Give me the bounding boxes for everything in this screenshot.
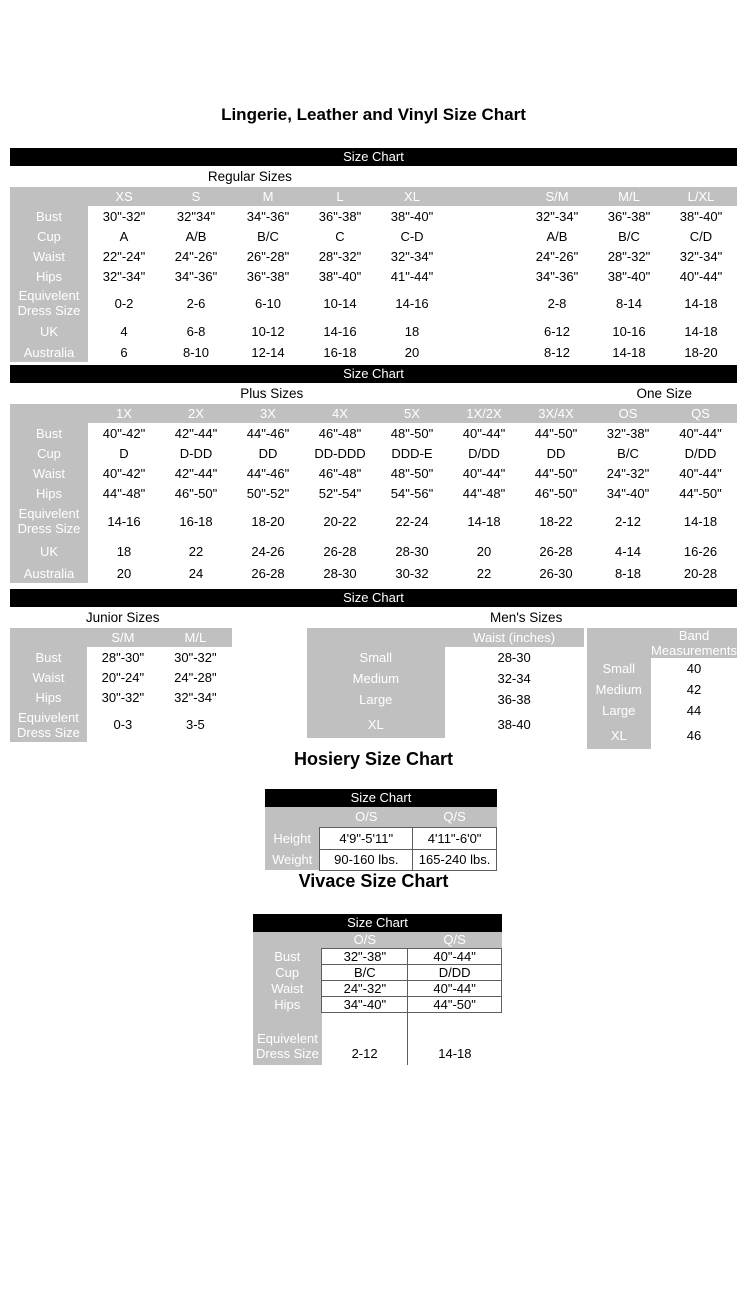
table-cell: A/B — [160, 226, 232, 246]
corner-cell — [10, 187, 88, 206]
junior-mens-section — [10, 589, 737, 749]
table-cell: 34"-36" — [160, 266, 232, 286]
table-cell: 2-12 — [322, 1013, 408, 1065]
corner-cell — [10, 404, 88, 423]
table-cell: B/C — [593, 226, 665, 246]
table-cell: 30"-32" — [87, 687, 159, 707]
table-row — [253, 981, 502, 997]
table-cell: 4'11"-6'0" — [413, 827, 497, 849]
table-row — [265, 827, 497, 849]
corner-cell — [265, 807, 320, 827]
table-cell: 20"-24" — [87, 667, 159, 687]
table-cell: D/DD — [408, 965, 502, 981]
column-header: 4X — [304, 404, 376, 423]
table-row — [587, 721, 738, 749]
size-chart-bar-label: Size Chart — [343, 590, 404, 605]
table-cell: 6-12 — [521, 320, 593, 342]
row-label: XL — [587, 721, 652, 749]
plus-sizes-table — [10, 404, 737, 583]
table-cell: 14-18 — [593, 342, 665, 362]
column-header: S — [160, 187, 232, 206]
table-cell: 4 — [88, 320, 160, 342]
table-cell: 26-28 — [304, 539, 376, 563]
table-cell: 44"-50" — [408, 997, 502, 1013]
table-row — [10, 539, 737, 563]
table-cell: 8-10 — [160, 342, 232, 362]
table-cell: 14-16 — [304, 320, 376, 342]
table-cell: 38-40 — [445, 710, 584, 738]
size-chart-bar-label: Size Chart — [350, 790, 412, 805]
table-cell: 14-16 — [376, 286, 448, 320]
column-header — [448, 187, 521, 206]
vivace-size-table — [253, 932, 502, 1065]
row-label: Equivelent Dress Size — [10, 286, 88, 320]
table-cell: B/C — [592, 443, 664, 463]
row-label: Cup — [10, 226, 88, 246]
table-cell: 40"-42" — [88, 463, 160, 483]
size-chart-bar-label: Size Chart — [343, 149, 404, 164]
table-cell: 44 — [651, 700, 737, 721]
table-cell: 38"-40" — [304, 266, 376, 286]
row-label: Cup — [10, 443, 88, 463]
table-row — [265, 849, 497, 870]
regular-sizes-table — [10, 187, 737, 362]
column-header: S/M — [87, 628, 159, 647]
row-label: Waist — [10, 667, 87, 687]
table-cell: 24"-28" — [159, 667, 232, 687]
junior-sizes-table — [10, 628, 232, 742]
table-cell: 2-8 — [521, 286, 593, 320]
vivace-title: Vivace Size Chart — [298, 870, 449, 891]
table-cell: 28"-32" — [304, 246, 376, 266]
table-cell: 30"-32" — [88, 206, 160, 226]
row-label: Small — [307, 647, 445, 668]
table-cell: 42 — [651, 679, 737, 700]
mens-band-table — [587, 628, 738, 749]
table-cell: 34"-36" — [521, 266, 593, 286]
table-cell: 90-160 lbs. — [320, 849, 413, 870]
table-cell: 3-5 — [159, 707, 232, 742]
size-chart-bar — [10, 148, 737, 166]
row-label: Medium — [307, 668, 445, 689]
column-header: 1X — [88, 404, 160, 423]
corner-cell — [253, 932, 322, 949]
row-label: XL — [307, 710, 445, 738]
table-cell: DD — [520, 443, 592, 463]
table-cell: 46"-50" — [520, 483, 592, 503]
table-cell: 16-18 — [160, 503, 232, 539]
table-row — [10, 286, 737, 320]
spacer-cell — [448, 246, 521, 266]
row-label: Equivelent Dress Size — [10, 707, 87, 742]
column-header: L — [304, 187, 376, 206]
plus-sizes-section — [10, 365, 737, 583]
table-cell: 8-12 — [521, 342, 593, 362]
table-cell: 32"34" — [160, 206, 232, 226]
regular-sizes-subtitle: Regular Sizes — [207, 169, 292, 184]
table-cell: 24-26 — [232, 539, 304, 563]
table-cell: 6 — [88, 342, 160, 362]
column-header: M/L — [159, 628, 232, 647]
table-cell: C/D — [665, 226, 737, 246]
table-cell: 36"-38" — [232, 266, 304, 286]
size-chart-bar — [265, 789, 497, 807]
size-chart-bar-label: Size Chart — [343, 366, 404, 381]
size-chart-bar — [10, 365, 737, 383]
table-cell: 44"-46" — [232, 463, 304, 483]
row-label: Waist — [10, 463, 88, 483]
table-cell: 18 — [376, 320, 448, 342]
spacer-cell — [448, 266, 521, 286]
table-cell: 54"-56" — [376, 483, 448, 503]
table-cell: 14-18 — [665, 320, 737, 342]
table-cell: 24"-26" — [521, 246, 593, 266]
table-cell: 40"-44" — [665, 266, 737, 286]
row-label: Australia — [10, 563, 88, 583]
table-cell: 20 — [88, 563, 160, 583]
column-header: M/L — [593, 187, 665, 206]
table-cell: 8-18 — [592, 563, 664, 583]
row-label: Height — [265, 827, 320, 849]
column-header: L/XL — [665, 187, 737, 206]
table-cell: 46"-48" — [304, 423, 376, 443]
table-cell: 22-24 — [376, 503, 448, 539]
table-cell: 44"-50" — [520, 423, 592, 443]
table-cell: 8-14 — [593, 286, 665, 320]
one-size-subtitle: One Size — [636, 386, 693, 401]
table-row — [10, 687, 232, 707]
table-cell: 40"-44" — [448, 463, 520, 483]
column-header: 1X/2X — [448, 404, 520, 423]
column-header: O/S — [320, 807, 413, 827]
plus-subtitle-row — [10, 383, 737, 404]
table-cell: 52"-54" — [304, 483, 376, 503]
table-cell: 32"-34" — [88, 266, 160, 286]
table-row — [10, 667, 232, 687]
table-cell: DDD-E — [376, 443, 448, 463]
table-cell: 38"-40" — [376, 206, 448, 226]
table-cell: 0-3 — [87, 707, 159, 742]
spacer-cell — [448, 320, 521, 342]
size-chart-page — [0, 104, 747, 1065]
corner-cell — [10, 628, 87, 647]
row-label: Waist — [10, 246, 88, 266]
table-row — [10, 226, 737, 246]
table-cell: B/C — [322, 965, 408, 981]
table-row — [587, 679, 738, 700]
table-cell: 40"-44" — [408, 981, 502, 997]
table-cell: 14-18 — [665, 286, 737, 320]
row-label: UK — [10, 539, 88, 563]
table-cell: 24"-26" — [160, 246, 232, 266]
table-cell: DD — [232, 443, 304, 463]
table-cell: 38"-40" — [665, 206, 737, 226]
header-row — [10, 187, 737, 206]
row-label: Bust — [10, 206, 88, 226]
vivace-table-wrap — [253, 914, 502, 1065]
table-cell: 24"-32" — [322, 981, 408, 997]
table-row — [587, 700, 738, 721]
table-cell: 14-16 — [88, 503, 160, 539]
table-cell: 14-18 — [408, 1013, 502, 1065]
table-cell: 32"-34" — [665, 246, 737, 266]
table-cell: 10-12 — [232, 320, 304, 342]
table-cell: 22 — [448, 563, 520, 583]
table-row — [10, 342, 737, 362]
table-cell: 40"-44" — [664, 463, 737, 483]
table-cell: 12-14 — [232, 342, 304, 362]
table-cell: 48"-50" — [376, 423, 448, 443]
table-row — [10, 463, 737, 483]
table-cell: A/B — [521, 226, 593, 246]
size-chart-bar — [10, 589, 737, 607]
corner-cell — [307, 628, 445, 647]
row-label: Hips — [10, 687, 87, 707]
table-cell: 28-30 — [445, 647, 584, 668]
table-cell: 28-30 — [304, 563, 376, 583]
table-cell: 4-14 — [592, 539, 664, 563]
table-cell: D/DD — [448, 443, 520, 463]
row-label: Bust — [10, 423, 88, 443]
table-cell: 38"-40" — [593, 266, 665, 286]
table-row — [10, 503, 737, 539]
size-chart-bar-label: Size Chart — [347, 914, 408, 930]
table-cell: 20-22 — [304, 503, 376, 539]
row-label: Small — [587, 658, 652, 679]
table-cell: 44"-48" — [88, 483, 160, 503]
table-cell: 46 — [651, 721, 737, 749]
column-header: OS — [592, 404, 664, 423]
table-cell: 44"-46" — [232, 423, 304, 443]
row-label: UK — [10, 320, 88, 342]
table-cell: 36"-38" — [304, 206, 376, 226]
mens-waist-table — [307, 628, 584, 738]
table-row — [10, 647, 232, 667]
header-row — [265, 807, 497, 827]
table-cell: 22"-24" — [88, 246, 160, 266]
header-row — [10, 404, 737, 423]
corner-cell — [587, 628, 652, 658]
row-label: Waist — [253, 981, 322, 997]
page-title: Lingerie, Leather and Vinyl Size Chart — [221, 105, 526, 124]
table-cell: 2-12 — [592, 503, 664, 539]
table-cell: 44"-50" — [520, 463, 592, 483]
regular-sizes-section — [10, 148, 737, 362]
table-cell: 44"-48" — [448, 483, 520, 503]
table-cell: 34"-40" — [322, 997, 408, 1013]
row-label: Hips — [253, 997, 322, 1013]
table-cell: 28"-30" — [87, 647, 159, 667]
table-cell: 4'9"-5'11" — [320, 827, 413, 849]
table-cell: 2-6 — [160, 286, 232, 320]
row-label: Hips — [10, 483, 88, 503]
spacer-cell — [448, 206, 521, 226]
table-row — [253, 1013, 502, 1065]
table-cell: DD-DDD — [304, 443, 376, 463]
table-cell: 46"-48" — [304, 463, 376, 483]
table-row — [10, 563, 737, 583]
spacer-cell — [448, 286, 521, 320]
column-header: Q/S — [408, 932, 502, 949]
junior-sizes-subtitle: Junior Sizes — [85, 610, 160, 625]
table-cell: 32"-34" — [376, 246, 448, 266]
table-cell: D/DD — [664, 443, 737, 463]
column-header: S/M — [521, 187, 593, 206]
plus-sizes-subtitle: Plus Sizes — [240, 386, 304, 401]
column-header: 2X — [160, 404, 232, 423]
table-cell: 32"-34" — [521, 206, 593, 226]
table-cell: 26"-28" — [232, 246, 304, 266]
table-cell: 32"-38" — [322, 949, 408, 965]
table-cell: 16-26 — [664, 539, 737, 563]
row-label: Bust — [253, 949, 322, 965]
table-cell: 28-30 — [376, 539, 448, 563]
table-cell: 20-28 — [664, 563, 737, 583]
row-label: Large — [307, 689, 445, 710]
hosiery-size-table — [265, 807, 497, 871]
table-row — [307, 668, 584, 689]
table-row — [253, 965, 502, 981]
table-cell: 40"-44" — [664, 423, 737, 443]
table-cell: 40"-44" — [408, 949, 502, 965]
row-label: Bust — [10, 647, 87, 667]
table-row — [307, 710, 584, 738]
column-header: 3X/4X — [520, 404, 592, 423]
table-cell: D-DD — [160, 443, 232, 463]
column-header: M — [232, 187, 304, 206]
table-cell: 40"-44" — [448, 423, 520, 443]
table-cell: 165-240 lbs. — [413, 849, 497, 870]
table-row — [10, 423, 737, 443]
table-row — [10, 483, 737, 503]
table-cell: 32-34 — [445, 668, 584, 689]
header-row — [587, 628, 738, 658]
table-cell: 46"-50" — [160, 483, 232, 503]
table-row — [10, 266, 737, 286]
row-label: Weight — [265, 849, 320, 870]
spacer-cell — [448, 342, 521, 362]
column-header: QS — [664, 404, 737, 423]
row-label: Equivelent Dress Size — [253, 1013, 322, 1065]
column-header: 3X — [232, 404, 304, 423]
table-row — [10, 443, 737, 463]
header-row — [253, 932, 502, 949]
table-row — [10, 320, 737, 342]
table-cell: 16-18 — [304, 342, 376, 362]
table-cell: 30-32 — [376, 563, 448, 583]
table-cell: 26-28 — [520, 539, 592, 563]
junior-mens-subtitle-row — [10, 607, 737, 628]
hosiery-title: Hosiery Size Chart — [293, 749, 454, 769]
table-cell: D — [88, 443, 160, 463]
table-cell: 34"-36" — [232, 206, 304, 226]
table-cell: B/C — [232, 226, 304, 246]
hosiery-table-wrap — [265, 789, 497, 871]
junior-mens-tables — [10, 628, 737, 749]
table-cell: 10-14 — [304, 286, 376, 320]
table-cell: 36-38 — [445, 689, 584, 710]
table-row — [587, 658, 738, 679]
table-cell: 18-20 — [232, 503, 304, 539]
table-cell: 36"-38" — [593, 206, 665, 226]
table-cell: C — [304, 226, 376, 246]
table-row — [253, 949, 502, 965]
size-chart-bar — [253, 914, 502, 932]
table-row — [307, 689, 584, 710]
column-header: Band Measurements — [651, 628, 737, 658]
column-header: O/S — [322, 932, 408, 949]
header-row — [10, 628, 232, 647]
table-cell: 24"-32" — [592, 463, 664, 483]
table-cell: 42"-44" — [160, 463, 232, 483]
table-cell: C-D — [376, 226, 448, 246]
row-label: Hips — [10, 266, 88, 286]
table-cell: 10-16 — [593, 320, 665, 342]
table-cell: 24 — [160, 563, 232, 583]
column-header: Waist (inches) — [445, 628, 584, 647]
table-cell: 41"-44" — [376, 266, 448, 286]
mens-sizes-subtitle: Men's Sizes — [489, 610, 563, 625]
table-cell: 40"-42" — [88, 423, 160, 443]
table-cell: 20 — [376, 342, 448, 362]
row-label: Australia — [10, 342, 88, 362]
table-row — [10, 206, 737, 226]
column-header: XL — [376, 187, 448, 206]
table-cell: 6-10 — [232, 286, 304, 320]
table-cell: 14-18 — [448, 503, 520, 539]
table-cell: 42"-44" — [160, 423, 232, 443]
table-cell: 32"-34" — [159, 687, 232, 707]
vivace-section — [10, 871, 737, 1065]
hosiery-section — [10, 749, 737, 871]
table-cell: 18-22 — [520, 503, 592, 539]
table-cell: 22 — [160, 539, 232, 563]
table-cell: 48"-50" — [376, 463, 448, 483]
table-cell: 20 — [448, 539, 520, 563]
row-label: Medium — [587, 679, 652, 700]
table-cell: A — [88, 226, 160, 246]
column-header: Q/S — [413, 807, 497, 827]
table-cell: 50"-52" — [232, 483, 304, 503]
spacer-cell — [448, 226, 521, 246]
regular-subtitle-row — [10, 166, 737, 187]
table-cell: 28"-32" — [593, 246, 665, 266]
row-label: Large — [587, 700, 652, 721]
table-cell: 32"-38" — [592, 423, 664, 443]
table-cell: 18-20 — [665, 342, 737, 362]
table-row — [307, 647, 584, 668]
table-row — [253, 997, 502, 1013]
table-cell: 26-28 — [232, 563, 304, 583]
header-row — [307, 628, 584, 647]
column-header: XS — [88, 187, 160, 206]
row-label: Cup — [253, 965, 322, 981]
table-cell: 34"-40" — [592, 483, 664, 503]
table-cell: 14-18 — [664, 503, 737, 539]
table-cell: 44"-50" — [664, 483, 737, 503]
table-cell: 18 — [88, 539, 160, 563]
table-cell: 30"-32" — [159, 647, 232, 667]
table-cell: 26-30 — [520, 563, 592, 583]
column-header: 5X — [376, 404, 448, 423]
table-row — [10, 246, 737, 266]
row-label: Equivelent Dress Size — [10, 503, 88, 539]
table-row — [10, 707, 232, 742]
table-cell: 0-2 — [88, 286, 160, 320]
table-cell: 6-8 — [160, 320, 232, 342]
table-cell: 40 — [651, 658, 737, 679]
